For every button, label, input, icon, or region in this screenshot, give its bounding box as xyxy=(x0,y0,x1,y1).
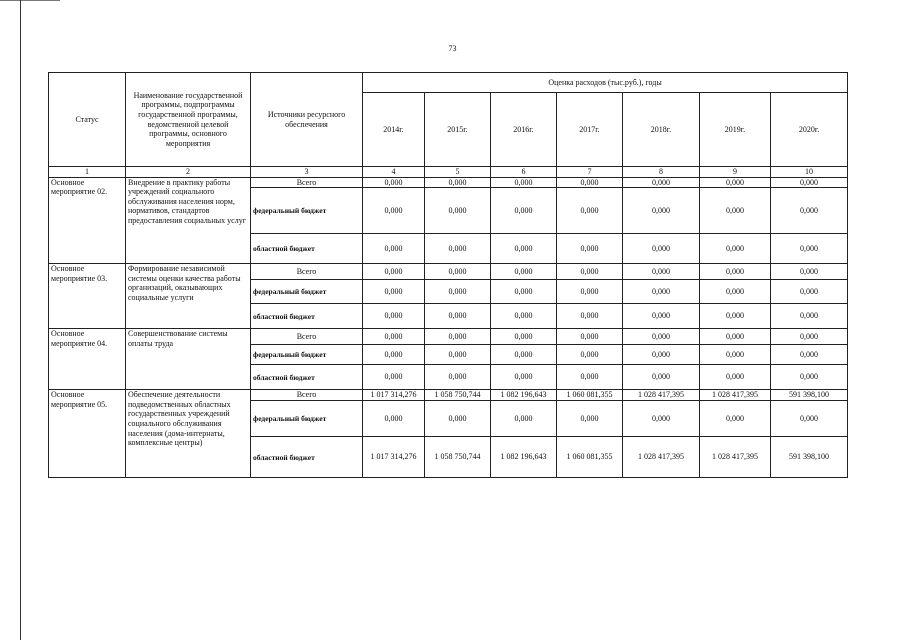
source-cell: Всего xyxy=(251,329,363,345)
value-cell: 0,000 xyxy=(700,401,771,437)
value-cell: 0,000 xyxy=(771,345,848,365)
name-cell: Совершенствование системы оплаты труда xyxy=(126,329,251,390)
header-row-top xyxy=(49,73,848,93)
value-cell: 0,000 xyxy=(557,188,623,234)
value-cell: 0,000 xyxy=(425,280,491,304)
column-number: 1 xyxy=(49,167,126,178)
status-cell: Основное мероприятие 04. xyxy=(49,329,126,390)
value-cell: 0,000 xyxy=(363,345,425,365)
status-cell: Основное мероприятие 05. xyxy=(49,390,126,478)
value-cell: 0,000 xyxy=(700,234,771,264)
value-cell: 1 028 417,395 xyxy=(700,390,771,401)
value-cell: 0,000 xyxy=(363,401,425,437)
value-cell: 0,000 xyxy=(363,304,425,329)
value-cell: 591 398,100 xyxy=(771,437,848,478)
value-cell: 0,000 xyxy=(557,234,623,264)
column-number: 9 xyxy=(700,167,771,178)
value-cell: 0,000 xyxy=(771,234,848,264)
value-cell: 0,000 xyxy=(425,264,491,280)
value-cell: 0,000 xyxy=(557,345,623,365)
value-cell: 0,000 xyxy=(425,234,491,264)
value-cell: 0,000 xyxy=(491,177,557,188)
source-cell: Всего xyxy=(251,264,363,280)
value-cell: 0,000 xyxy=(771,304,848,329)
value-cell: 1 028 417,395 xyxy=(623,437,700,478)
value-cell: 0,000 xyxy=(491,264,557,280)
value-cell: 0,000 xyxy=(771,188,848,234)
value-cell: 0,000 xyxy=(557,304,623,329)
name-cell: Внедрение в практику работы учреждений социального обслуживания населения норм, нормативов, стандартов предоставления социальных услуг xyxy=(126,177,251,264)
value-cell: 1 058 750,744 xyxy=(425,390,491,401)
value-cell: 0,000 xyxy=(491,329,557,345)
value-cell: 1 060 081,355 xyxy=(557,437,623,478)
table-row xyxy=(49,264,848,280)
column-number: 10 xyxy=(771,167,848,178)
value-cell: 0,000 xyxy=(623,329,700,345)
value-cell: 0,000 xyxy=(557,264,623,280)
header-year: 2016г. xyxy=(491,93,557,167)
value-cell: 0,000 xyxy=(557,365,623,390)
value-cell: 0,000 xyxy=(425,401,491,437)
value-cell: 0,000 xyxy=(623,401,700,437)
value-cell: 0,000 xyxy=(491,280,557,304)
value-cell: 0,000 xyxy=(363,264,425,280)
value-cell: 0,000 xyxy=(771,365,848,390)
header-year: 2015г. xyxy=(425,93,491,167)
table-row xyxy=(49,329,848,345)
value-cell: 0,000 xyxy=(700,329,771,345)
value-cell: 0,000 xyxy=(700,365,771,390)
value-cell: 0,000 xyxy=(491,188,557,234)
page-edge-left xyxy=(20,0,21,640)
value-cell: 1 017 314,276 xyxy=(363,390,425,401)
column-number: 4 xyxy=(363,167,425,178)
budget-table xyxy=(48,72,848,478)
value-cell: 1 058 750,744 xyxy=(425,437,491,478)
source-cell: областной бюджет xyxy=(251,304,363,329)
value-cell: 0,000 xyxy=(491,345,557,365)
value-cell: 0,000 xyxy=(623,234,700,264)
header-name: Наименование государственной программы, подпрограммы государственной программы, ведомственной целевой программы, основного мероприятия xyxy=(126,73,251,167)
value-cell: 0,000 xyxy=(425,345,491,365)
page-number: 73 xyxy=(448,44,457,53)
header-year: 2017г. xyxy=(557,93,623,167)
value-cell: 0,000 xyxy=(363,329,425,345)
value-cell: 0,000 xyxy=(363,234,425,264)
source-cell: Всего xyxy=(251,390,363,401)
value-cell: 1 028 417,395 xyxy=(623,390,700,401)
value-cell: 0,000 xyxy=(425,177,491,188)
name-cell: Обеспечение деятельности подведомственных областных государственных учреждений социального обслуживания населения (дома-интернаты, комплексные центры) xyxy=(126,390,251,478)
status-cell: Основное мероприятие 02. xyxy=(49,177,126,264)
column-number: 8 xyxy=(623,167,700,178)
value-cell: 0,000 xyxy=(425,329,491,345)
value-cell: 0,000 xyxy=(425,188,491,234)
value-cell: 0,000 xyxy=(623,345,700,365)
column-number: 2 xyxy=(126,167,251,178)
value-cell: 0,000 xyxy=(700,177,771,188)
table-row xyxy=(49,390,848,401)
source-cell: областной бюджет xyxy=(251,234,363,264)
value-cell: 0,000 xyxy=(623,188,700,234)
source-cell: федеральный бюджет xyxy=(251,401,363,437)
value-cell: 1 082 196,643 xyxy=(491,437,557,478)
header-year: 2020г. xyxy=(771,93,848,167)
value-cell: 1 060 081,355 xyxy=(557,390,623,401)
value-cell: 0,000 xyxy=(363,188,425,234)
value-cell: 0,000 xyxy=(623,177,700,188)
value-cell: 0,000 xyxy=(700,264,771,280)
header-year: 2019г. xyxy=(700,93,771,167)
header-sources: Источники ресурсного обеспечения xyxy=(251,73,363,167)
value-cell: 0,000 xyxy=(491,234,557,264)
value-cell: 0,000 xyxy=(425,365,491,390)
value-cell: 0,000 xyxy=(491,401,557,437)
value-cell: 0,000 xyxy=(623,264,700,280)
value-cell: 0,000 xyxy=(363,365,425,390)
value-cell: 591 398,100 xyxy=(771,390,848,401)
value-cell: 1 017 314,276 xyxy=(363,437,425,478)
value-cell: 0,000 xyxy=(623,280,700,304)
value-cell: 0,000 xyxy=(491,304,557,329)
value-cell: 1 028 417,395 xyxy=(700,437,771,478)
source-cell: федеральный бюджет xyxy=(251,345,363,365)
value-cell: 0,000 xyxy=(700,188,771,234)
status-cell: Основное мероприятие 03. xyxy=(49,264,126,329)
value-cell: 0,000 xyxy=(425,304,491,329)
source-cell: Всего xyxy=(251,177,363,188)
page-edge-top xyxy=(0,0,60,1)
source-cell: федеральный бюджет xyxy=(251,280,363,304)
source-cell: областной бюджет xyxy=(251,365,363,390)
value-cell: 0,000 xyxy=(557,329,623,345)
source-cell: областной бюджет xyxy=(251,437,363,478)
column-number: 5 xyxy=(425,167,491,178)
header-year: 2018г. xyxy=(623,93,700,167)
value-cell: 1 082 196,643 xyxy=(491,390,557,401)
column-number-row xyxy=(49,167,848,178)
column-number: 3 xyxy=(251,167,363,178)
header-year: 2014г. xyxy=(363,93,425,167)
value-cell: 0,000 xyxy=(771,280,848,304)
value-cell: 0,000 xyxy=(557,280,623,304)
value-cell: 0,000 xyxy=(771,329,848,345)
value-cell: 0,000 xyxy=(363,280,425,304)
value-cell: 0,000 xyxy=(623,365,700,390)
source-cell: федеральный бюджет xyxy=(251,188,363,234)
value-cell: 0,000 xyxy=(557,401,623,437)
value-cell: 0,000 xyxy=(557,177,623,188)
value-cell: 0,000 xyxy=(623,304,700,329)
name-cell: Формирование независимой системы оценки качества работы организаций, оказывающих социальные услуги xyxy=(126,264,251,329)
value-cell: 0,000 xyxy=(700,304,771,329)
table-row xyxy=(49,177,848,188)
column-number: 6 xyxy=(491,167,557,178)
value-cell: 0,000 xyxy=(700,280,771,304)
value-cell: 0,000 xyxy=(771,264,848,280)
value-cell: 0,000 xyxy=(363,177,425,188)
value-cell: 0,000 xyxy=(771,401,848,437)
header-status: Статус xyxy=(49,73,126,167)
value-cell: 0,000 xyxy=(491,365,557,390)
header-costs: Оценка расходов (тыс.руб.), годы xyxy=(363,73,848,93)
value-cell: 0,000 xyxy=(771,177,848,188)
value-cell: 0,000 xyxy=(700,345,771,365)
column-number: 7 xyxy=(557,167,623,178)
